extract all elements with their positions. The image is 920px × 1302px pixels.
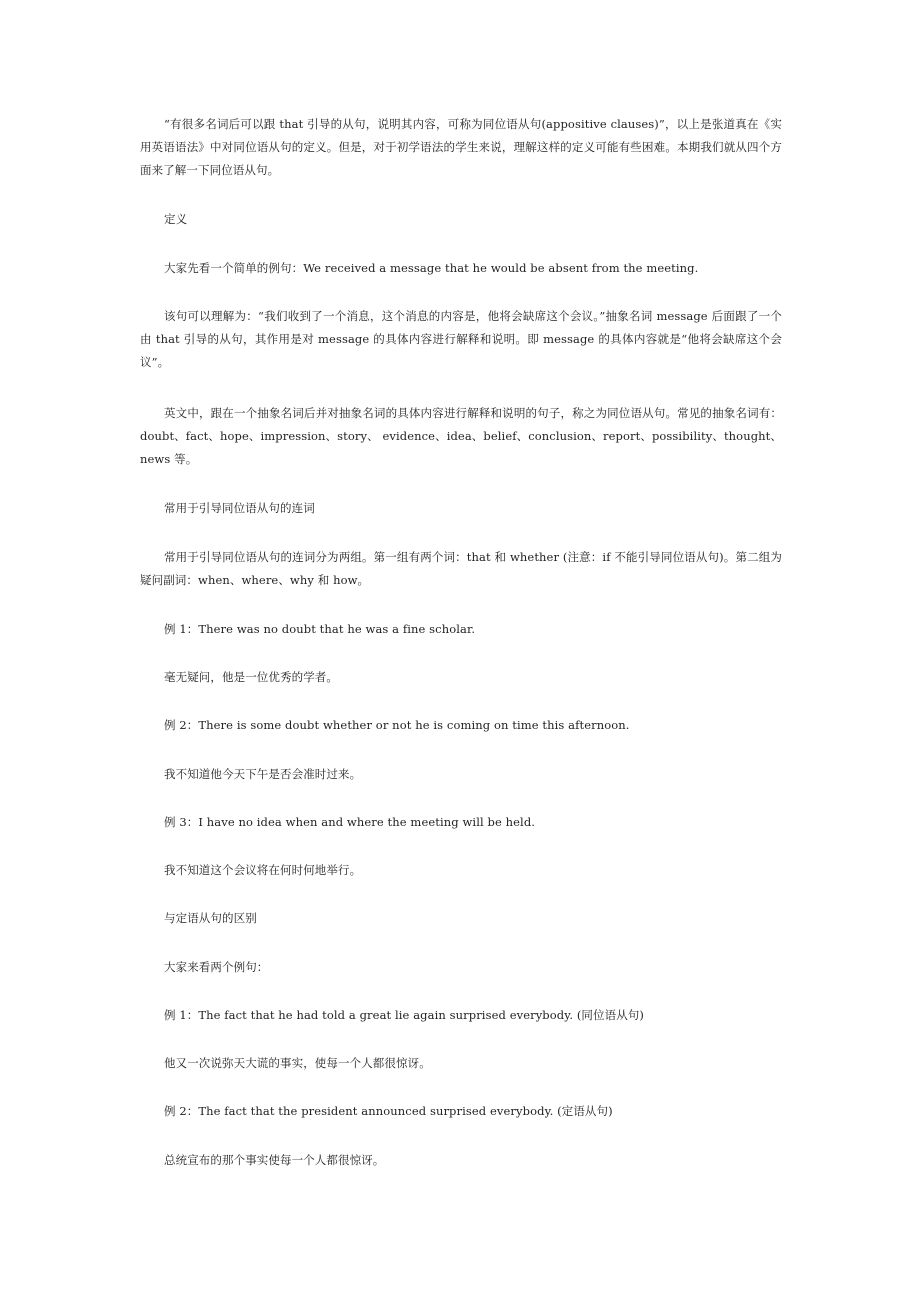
example-1-chinese: 毫无疑问，他是一位优秀的学者。 xyxy=(164,670,338,684)
example-intro-paragraph: 大家先看一个简单的例句：We received a message that he would be absent from the meeting. xyxy=(164,261,699,275)
section-heading-conjunctions: 常用于引导同位语从句的连词 xyxy=(164,501,315,515)
conjunctions-paragraph: 常用于引导同位语从句的连词分为两组。第一组有两个词：that 和 whether (注意：if 不能引导同位语从句)。第二组为疑问副词：when、where、why 和 how。 xyxy=(140,550,782,587)
explanation-paragraph: 该句可以理解为：“我们收到了一个消息，这个消息的内容是，他将会缺席这个会议。”抽象名词 message 后面跟了一个由 that 引导的从句，其作用是对 message 的具体内容进行解释和说明。即 message 的具体内容就是“他将会缺席这个会议”。 xyxy=(140,309,782,369)
section-heading-difference: 与定语从句的区别 xyxy=(164,911,257,925)
comparison-example-1-english: 例 1：The fact that he had told a great lie again surprised everybody. (同位语从句) xyxy=(164,1008,644,1022)
example-2-chinese: 我不知道他今天下午是否会准时过来。 xyxy=(164,767,362,781)
definition-paragraph: 英文中，跟在一个抽象名词后并对抽象名词的具体内容进行解释和说明的句子，称之为同位语从句。常见的抽象名词有：doubt、fact、hope、impression、story、 evidence、idea、belief、conclusion、report、possibility、thought、news 等。 xyxy=(140,406,782,466)
section-heading-definition: 定义 xyxy=(164,212,188,226)
comparison-example-2-chinese: 总统宣布的那个事实使每一个人都很惊讶。 xyxy=(164,1153,385,1167)
comparison-example-2-english: 例 2：The fact that the president announced surprised everybody. (定语从句) xyxy=(164,1104,613,1118)
example-3-english: 例 3：I have no idea when and where the meeting will be held. xyxy=(164,815,536,829)
comparison-intro: 大家来看两个例句： xyxy=(164,960,269,974)
comparison-example-1-chinese: 他又一次说弥天大谎的事实，使每一个人都很惊讶。 xyxy=(164,1056,431,1070)
example-2-english: 例 2：There is some doubt whether or not he is coming on time this afternoon. xyxy=(164,718,630,732)
intro-paragraph: “有很多名词后可以跟 that 引导的从句，说明其内容，可称为同位语从句(appositive clauses)”，以上是张道真在《实用英语语法》中对同位语从句的定义。但是，对于初学语法的学生来说，理解这样的定义可能有些困难。本期我们就从四个方面来了解一下同位语从句。 xyxy=(140,117,782,177)
example-1-english: 例 1：There was no doubt that he was a fine scholar. xyxy=(164,622,476,636)
example-3-chinese: 我不知道这个会议将在何时何地举行。 xyxy=(164,863,362,877)
